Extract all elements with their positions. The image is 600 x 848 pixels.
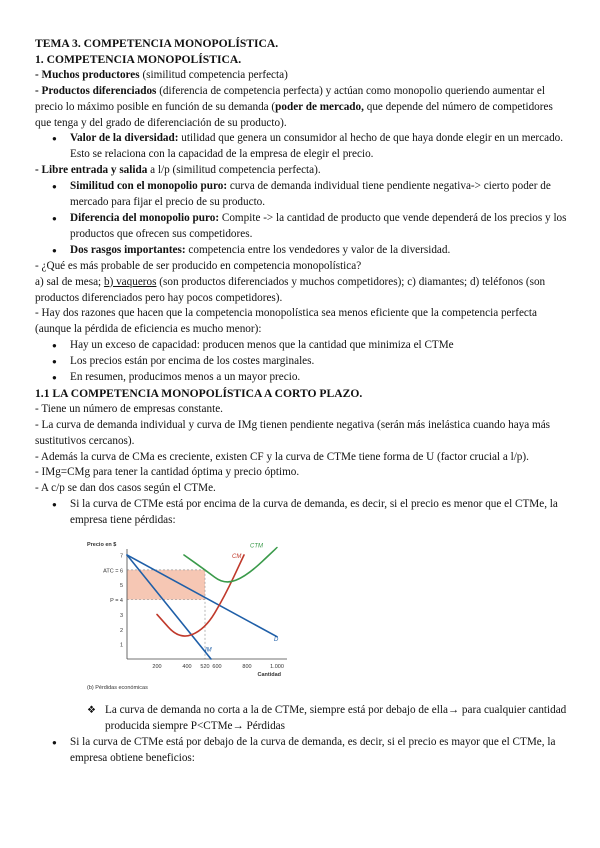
bullet-list <box>35 735 570 767</box>
loss-chart <box>69 535 291 695</box>
cm-label: CM <box>232 554 242 561</box>
d-label: D <box>274 637 279 644</box>
x-tick-label: 800 <box>242 664 252 671</box>
paragraph: a) sal de mesa; b) vaqueros (son productos diferenciados y muchos competidores); c) diamantes; d) teléfonos (son productos diferenciados pero hay pocos competidores). <box>35 275 546 304</box>
y-tick-label: 1 <box>119 642 123 649</box>
x-tick-label: 400 <box>182 664 192 671</box>
list-item: ● Hay un exceso de capacidad: producen menos que la cantidad que minimiza el CTMe <box>35 338 570 354</box>
list-item: ❖ La curva de demanda no corta a la de CTMe, siempre está por debajo de ella→ para cualquier cantidad producida siempre P<CTMe→ Pérdidas <box>35 703 570 735</box>
paragraph: - Libre entrada y salida a l/p (similitud competencia perfecta). <box>35 164 321 177</box>
bullet-list <box>35 179 570 259</box>
ctm-label: CTM <box>250 543 263 550</box>
paragraph: - Hay dos razones que hacen que la competencia monopolística sea menos eficiente que la competencia perfecta (aunque la pérdida de eficiencia es mucho menor): <box>35 307 537 336</box>
paragraph: - Productos diferenciados (diferencia de competencia perfecta) y actúan como monopolio queriendo aumentar el precio lo máximo posible en función de su demanda (poder de mercado, que depende del número de competidores que tenga y del grado de diferenciación de su producto). <box>35 84 553 129</box>
list-item: ● En resumen, producimos menos a un mayor precio. <box>35 370 570 386</box>
paragraph: - IMg=CMg para tener la cantidad óptima y precio óptimo. <box>35 466 300 479</box>
list-item: ● Si la curva de CTMe está por encima de la curva de demanda, es decir, si el precio es menor que el CTMe, la empresa tiene pérdidas: <box>35 497 570 529</box>
paragraph: - La curva de demanda individual y curva de IMg tienen pendiente negativa (serán más inelástica cuando haya más sustitutivos cercanos). <box>35 418 551 447</box>
y-tick-label: 3 <box>119 613 123 620</box>
paragraph: - Además la curva de CMa es creciente, existen CF y la curva de CTMe tiene forma de U (factor crucial a l/p). <box>35 450 529 463</box>
list-item: ● Dos rasgos importantes: competencia entre los vendedores y valor de la diversidad. <box>35 243 570 259</box>
im-label: IM <box>205 647 212 654</box>
x-tick-label: 200 <box>152 664 162 671</box>
list-item: ● Diferencia del monopolio puro: Compite -> la cantidad de producto que vende dependerá de los precios y los productos que ofrecen sus competidores. <box>35 211 570 243</box>
y-tick-label: ATC = 6 <box>103 568 123 575</box>
bullet-list <box>35 338 570 386</box>
paragraph: - A c/p se dan dos casos según el CTMe. <box>35 482 216 495</box>
loss-area <box>127 570 205 600</box>
y-tick-label: 7 <box>119 553 123 560</box>
x-tick-label: 520 <box>200 664 210 671</box>
list-item: ● Valor de la diversidad: utilidad que genera un consumidor al hecho de que haya donde elegir en un mercado. Esto se relaciona con la capacidad de la empresa de elegir el precio. <box>35 131 570 163</box>
document-title: TEMA 3. COMPETENCIA MONOPOLÍSTICA. <box>35 37 279 50</box>
section-heading: 1. COMPETENCIA MONOPOLÍSTICA. <box>35 52 242 66</box>
section-heading: 1.1 LA COMPETENCIA MONOPOLÍSTICA A CORTO PLAZO. <box>35 386 363 400</box>
y-tick-label: 2 <box>119 627 123 634</box>
loss-chart-svg <box>69 535 291 695</box>
x-tick-label: 1.000 <box>270 664 284 671</box>
list-item: ● Los precios están por encima de los costes marginales. <box>35 354 570 370</box>
x-axis-label: Cantidad <box>257 672 281 679</box>
chart-caption: (b) Pérdidas económicas <box>87 685 148 692</box>
paragraph: - ¿Qué es más probable de ser producido en competencia monopolística? <box>35 259 362 272</box>
x-tick-label: 600 <box>212 664 222 671</box>
y-tick-label: P = 4 <box>110 598 123 605</box>
document-page <box>35 36 570 767</box>
y-axis-label: Precio en $ <box>87 542 117 549</box>
bullet-list <box>35 497 570 529</box>
y-tick-label: 5 <box>119 583 123 590</box>
paragraph: - Muchos productores (similitud competencia perfecta) <box>35 68 288 81</box>
paragraph: - Tiene un número de empresas constante. <box>35 402 223 415</box>
bullet-list <box>35 131 570 163</box>
diamond-list <box>35 703 570 735</box>
list-item: ● Similitud con el monopolio puro: curva de demanda individual tiene pendiente negativa-> cierto poder de mercado para fijar el precio de su producto. <box>35 179 570 211</box>
list-item: ● Si la curva de CTMe está por debajo de la curva de demanda, es decir, si el precio es mayor que el CTMe, la empresa obtiene beneficios: <box>35 735 570 767</box>
